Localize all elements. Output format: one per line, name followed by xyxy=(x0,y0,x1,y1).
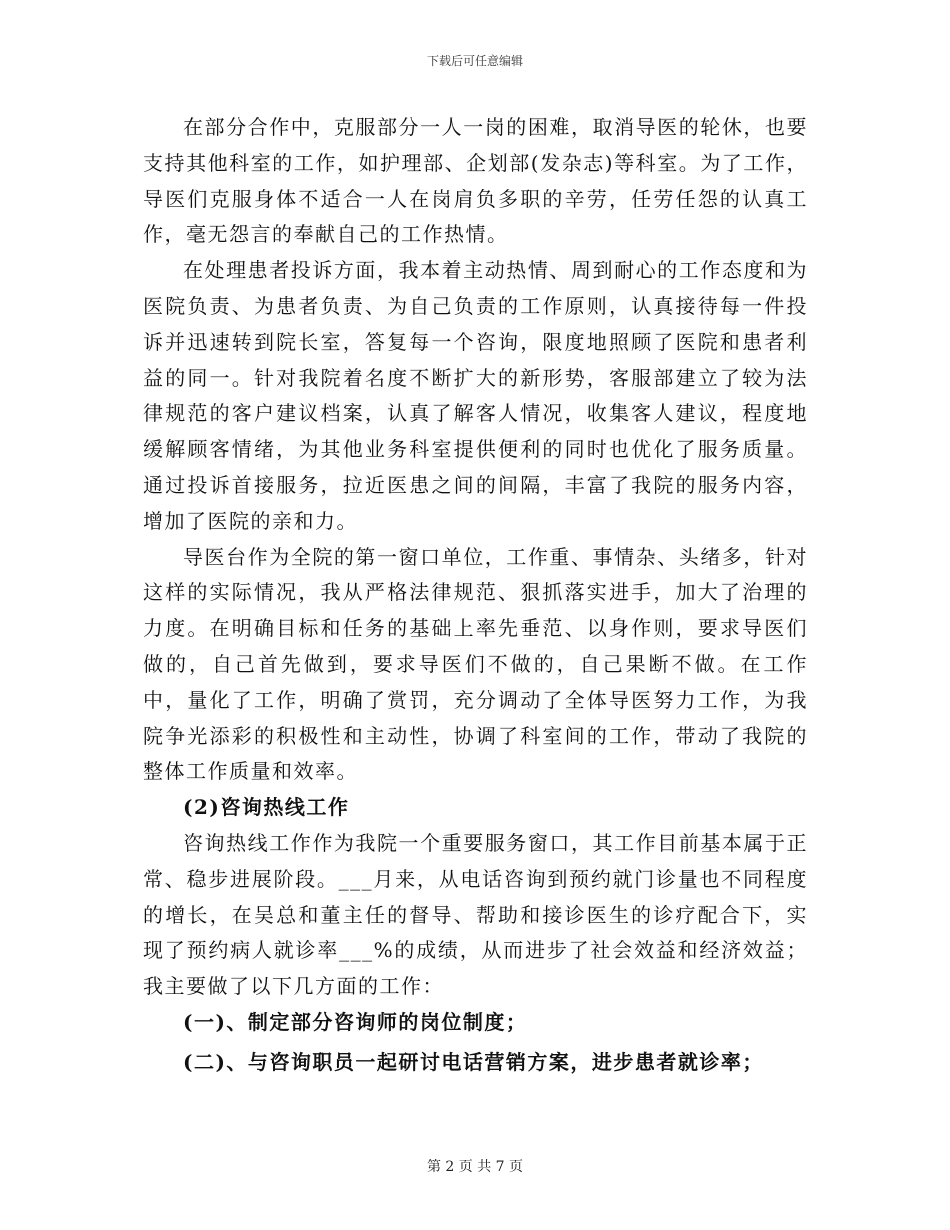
document-body xyxy=(143,110,808,1081)
paragraph-hotline: 咨询热线工作作为我院一个重要服务窗口，其工作目前基本属于正常、稳步进展阶段。___月来，从电话咨询到预约就门诊量也不同程度的增长，在吴总和董主任的督导、帮助和接诊医生的诊疗配合下，实现了预约病人就诊率___%的成绩，从而进步了社会效益和经济效益；我主要做了以下几方面的工作： xyxy=(143,830,808,999)
page-number: 第 2 页 共 7 页 xyxy=(426,1159,524,1175)
paragraph-complaints: 在处理患者投诉方面，我本着主动热情、周到耐心的工作态度和为医院负责、为患者负责、为自己负责的工作原则，认真接待每一件投诉并迅速转到院长室，答复每一个咨询，限度地照顾了医院和患者利益的同一。针对我院着名度不断扩大的新形势，客服部建立了较为法律规范的客户建议档案，认真了解客人情况，收集客人建议，程度地缓解顾客情绪，为其他业务科室提供便利的同时也优化了服务质量。通过投诉首接服务，拉近医患之间的间隔，丰富了我院的服务内容，增加了医院的亲和力。 xyxy=(143,258,808,533)
paragraph-guide-desk: 导医台作为全院的第一窗口单位，工作重、事情杂、头绪多，针对这样的实际情况，我从严格法律规范、狠抓落实进手，加大了治理的力度。在明确目标和任务的基础上率先垂范、以身作则，要求导医们做的，自己首先做到，要求导医们不做的，自己果断不做。在工作中，量化了工作，明确了赏罚，充分调动了全体导医努力工作，为我院争光添彩的积极性和主动性，协调了科室间的工作，带动了我院的整体工作质量和效率。 xyxy=(143,544,808,784)
list-item-1: (一)、制定部分咨询师的岗位制度； xyxy=(183,1009,528,1034)
paragraph-cooperation: 在部分合作中，克服部分一人一岗的困难，取消导医的轮休，也要支持其他科室的工作，如护理部、企划部(发杂志)等科室。为了工作，导医们克服身体不适合一人在岗肩负多职的辛劳，任劳任怨的认真工作，毫无怨言的奉献自己的工作热情。 xyxy=(143,115,808,247)
list-item-2: (二)、与咨询职员一起研讨电话营销方案，进步患者就诊率； xyxy=(183,1049,764,1074)
section-heading-hotline: (2)咨询热线工作 xyxy=(183,795,350,820)
page-header-note: 下载后可任意编辑 xyxy=(426,54,523,68)
